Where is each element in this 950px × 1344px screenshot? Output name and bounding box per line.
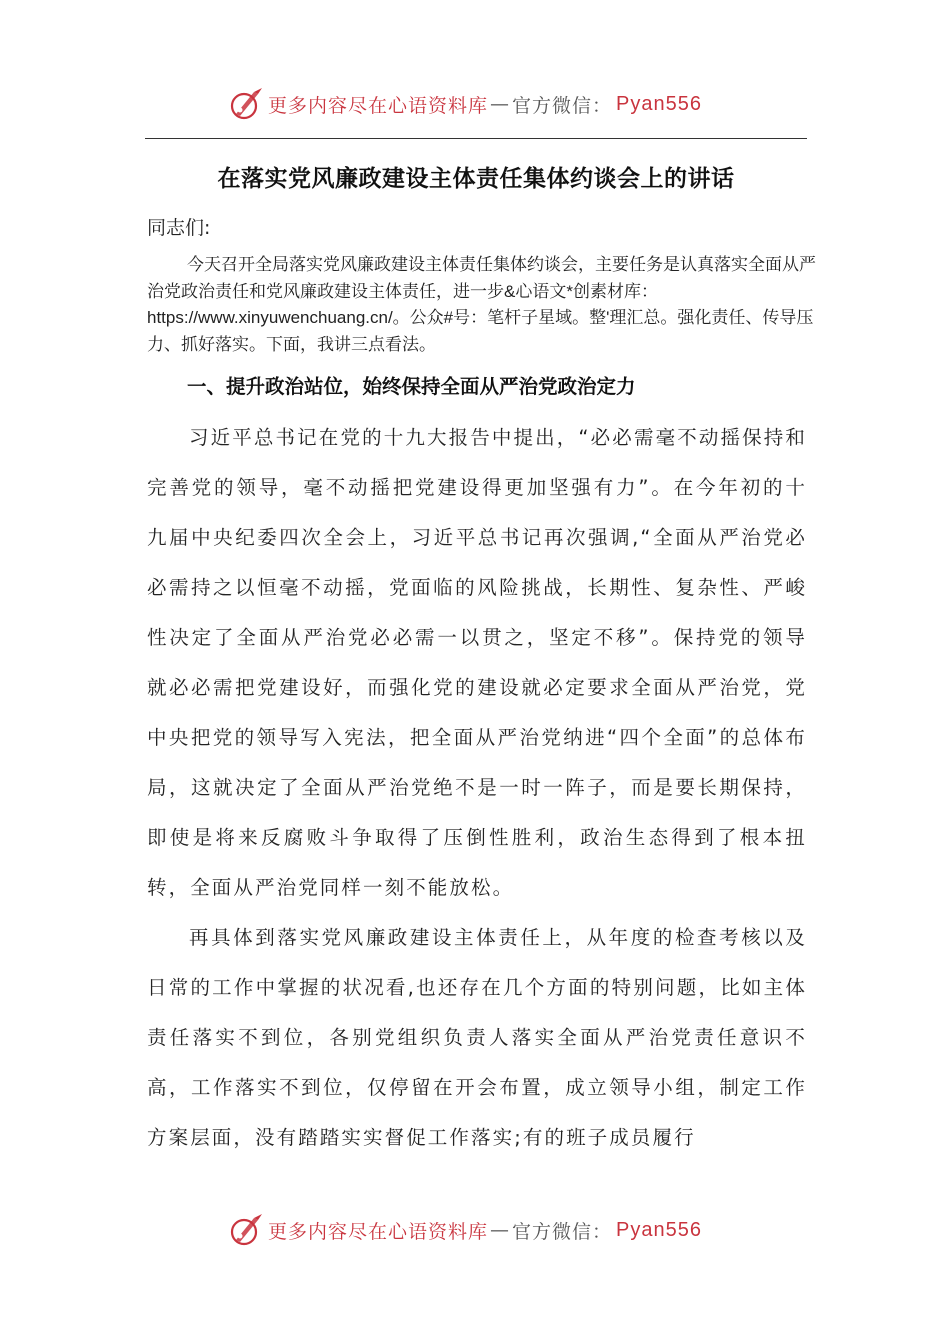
footer-watermark: [228, 1212, 702, 1248]
quill-pen-logo-icon: [228, 86, 264, 122]
body-paragraph-2: 再具体到落实党风廉政建设主体责任上，从年度的检查考核以及日常的工作中掌握的状况看,也还存在几个方面的特别问题，比如主体责任落实不到位，各别党组织负责人落实全面从严治党责任意识不高，工作落实不到位，仅停留在开会布置，成立领导小组，制定工作方案层面，没有踏踏实实督促工作落实;有的班子成员履行: [147, 926, 807, 1149]
watermark-dash: —: [490, 1219, 511, 1241]
watermark-dash: —: [490, 93, 511, 115]
header-divider: [145, 138, 807, 139]
document-title: 在落实党风廉政建设主体责任集体约谈会上的讲话: [217, 166, 735, 192]
watermark-wechat-id: Pyan556: [616, 92, 702, 115]
watermark-label: 官方微信：: [512, 94, 613, 117]
quill-pen-logo-icon: [228, 1212, 264, 1248]
salutation: 同志们:: [147, 217, 211, 239]
watermark-label: 官方微信：: [512, 1220, 613, 1243]
section-heading-1: 一、提升政治站位，始终保持全面从严治党政治定力: [187, 375, 636, 398]
header-watermark: [228, 86, 702, 122]
body-paragraph-1: 习近平总书记在党的十九大报告中提出，“必必需毫不动摇保持和完善党的领导，毫不动摇把党建设得更加坚强有力”。在今年初的十九届中央纪委四次全会上，习近平总书记再次强调,“全面从严治党必必需持之以恒毫不动摇，党面临的风险挑战，长期性、复杂性、严峻性决定了全面从严治党必必需一以贯之，坚定不移”。保持党的领导就必必需把党建设好，而强化党的建设就必定要求全面从严治党，党中央把党的领导写入宪法，把全面从严治党纳进“四个全面”的总体布局，这就决定了全面从严治党绝不是一时一阵子，而是要长期保持，即使是将来反腐败斗争取得了压倒性胜利，政治生态得到了根本扭转，全面从严治党同样一刻不能放松。: [147, 426, 807, 899]
watermark-brand: 更多内容尽在心语资料库: [268, 94, 489, 117]
watermark-brand: 更多内容尽在心语资料库: [268, 1220, 489, 1243]
watermark-wechat-id: Pyan556: [616, 1218, 702, 1241]
intro-paragraph: 今天召开全局落实党风廉政建设主体责任集体约谈会，主要任务是认真落实全面从严治党政治责任和党风廉政建设主体责任，进一步&心语文*创素材库：https://www.xinyuwenchuang.cn/。公众#号：笔杆子星域。整'理汇总。强化责任、传导压力、抓好落实。下面，我讲三点看法。: [147, 255, 816, 354]
